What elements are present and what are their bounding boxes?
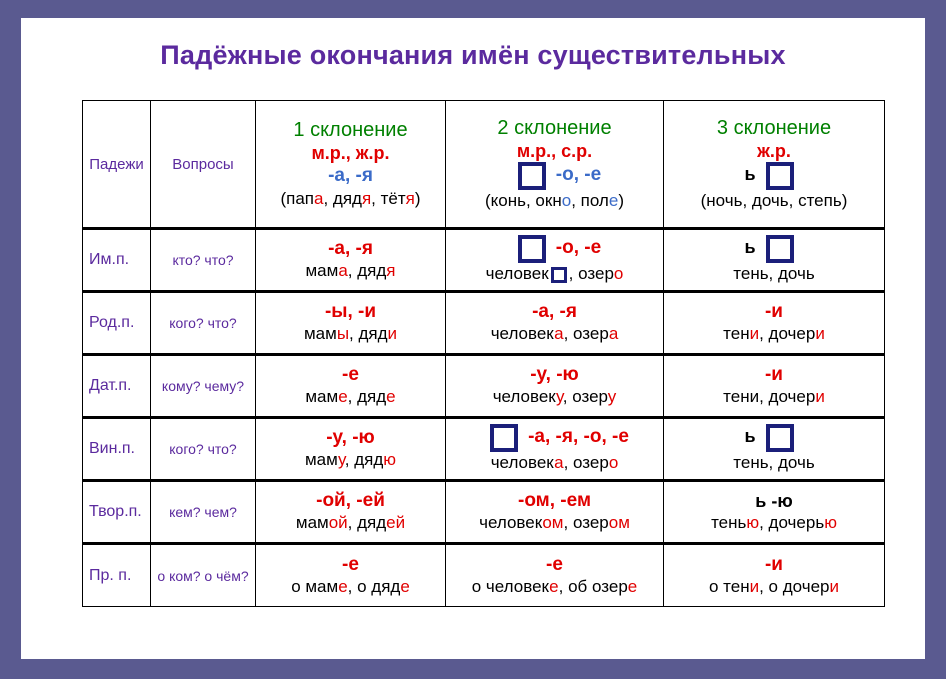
declension-3-header [664, 101, 885, 229]
declension-gender: м.р., с.р. [516, 141, 593, 161]
example-text: , о дяд [347, 576, 401, 596]
example-text: человек [490, 324, 555, 343]
declension-endings [256, 164, 445, 188]
example-text: тен [723, 324, 750, 343]
case-example [664, 323, 884, 345]
example-text: о тен [708, 576, 750, 596]
ending-text: ь [744, 426, 756, 447]
ending-highlight: о [608, 453, 619, 472]
ending-text: -ой, -ей [316, 490, 385, 511]
ending-highlight: ом [608, 513, 630, 532]
declension-endings [446, 162, 663, 190]
case-ending [446, 424, 663, 452]
example-text: , дяд [349, 324, 388, 343]
case-row [83, 481, 885, 544]
case-question: кто? что? [151, 229, 256, 292]
ending-highlight: ы [336, 324, 350, 343]
case-name: Твор.п. [83, 481, 151, 544]
ending-highlight: е [338, 387, 348, 406]
case-example [256, 512, 445, 534]
ending-highlight: я [386, 261, 396, 280]
zero-ending-box-icon [518, 162, 546, 190]
case-example [446, 452, 663, 474]
example-text: о мам [291, 576, 339, 596]
declension-1-cell [256, 292, 446, 355]
ending-highlight: а [608, 324, 619, 343]
ending-highlight: у [607, 387, 617, 406]
case-name: Вин.п. [83, 418, 151, 481]
ending-highlight: ой [328, 513, 348, 532]
ending-text: -а, -я, -о, -е [528, 426, 629, 448]
ending-highlight: е [549, 576, 559, 596]
declension-examples [446, 190, 663, 212]
zero-ending-box-icon [766, 424, 794, 452]
declension-table [82, 100, 885, 607]
case-ending [664, 301, 884, 323]
declension-1-cell [256, 481, 446, 544]
declension-3-cell [664, 481, 885, 544]
example-text: мам [305, 261, 339, 280]
case-ending [256, 301, 445, 323]
zero-ending-box-icon [766, 162, 794, 190]
zero-ending-box-icon [490, 424, 518, 452]
example-text: человек [490, 453, 555, 472]
case-example [446, 386, 663, 408]
ending-highlight: е [386, 387, 396, 406]
ending-text: -а, -я [328, 238, 373, 259]
case-example [256, 386, 445, 408]
ending-text: -ы, -и [324, 301, 377, 322]
case-name: Пр. п. [83, 544, 151, 607]
case-row [83, 292, 885, 355]
ending-text: -и [764, 301, 783, 322]
declension-3-cell [664, 418, 885, 481]
ending-highlight: е [627, 576, 638, 596]
ending-highlight: и [815, 324, 825, 343]
ending-highlight: а [313, 189, 324, 208]
declension-endings [664, 162, 884, 190]
ending-highlight: ей [386, 513, 406, 532]
declension-3-cell [664, 355, 885, 418]
case-example [446, 323, 663, 345]
declension-1-cell [256, 544, 446, 607]
declension-2-cell [446, 355, 664, 418]
declension-3-cell [664, 229, 885, 292]
example-text: мам [295, 513, 329, 532]
case-example [664, 576, 884, 598]
declension-gender: м.р., ж.р. [311, 143, 390, 163]
example-text: тень [711, 512, 747, 532]
ending-highlight: у [555, 387, 563, 406]
questions-header: Вопросы [151, 101, 256, 229]
ending-highlight: и [815, 387, 825, 406]
case-example [256, 576, 445, 598]
ending-highlight: о [613, 264, 624, 283]
case-ending [446, 554, 663, 576]
declension-2-header [446, 101, 664, 229]
ending-highlight: е [400, 576, 410, 596]
ending-highlight: а [554, 324, 564, 343]
ending-text: -у, -ю [326, 427, 375, 448]
case-ending [256, 490, 445, 512]
example-text: человек [485, 264, 549, 283]
header-row [83, 101, 885, 229]
example-text: , дяд [347, 513, 387, 532]
ending-highlight: о [561, 191, 572, 210]
case-ending [446, 490, 663, 512]
example-text: , об озер [558, 576, 628, 596]
ending-text: -и [764, 364, 783, 385]
case-name: Им.п. [83, 229, 151, 292]
example-text: о человек [471, 576, 550, 596]
ending-highlight: ю [824, 512, 837, 532]
example-text: , озер [563, 324, 609, 343]
case-row [83, 355, 885, 418]
case-example [664, 512, 884, 534]
declension-2-cell [446, 418, 664, 481]
case-ending [664, 364, 884, 386]
case-row [83, 544, 885, 607]
declension-name: 3 склонение [716, 117, 832, 139]
declension-2-cell [446, 292, 664, 355]
example-text: , озер [563, 513, 609, 532]
example-text: тень, дочь [733, 264, 815, 283]
declension-1-cell [256, 229, 446, 292]
declension-2-cell [446, 481, 664, 544]
ending-highlight: а [338, 261, 348, 280]
example-text: , о дочер [759, 576, 830, 596]
ending-text: ь [744, 164, 756, 185]
case-ending [664, 235, 884, 263]
declension-examples [256, 188, 445, 210]
ending-text: -о, -е [555, 164, 602, 186]
ending-highlight: е [338, 576, 348, 596]
ending-highlight: ю [383, 450, 397, 469]
page-title: Падёжные окончания имён существительных [160, 40, 786, 70]
ending-highlight: я [405, 189, 415, 208]
case-question: кем? чем? [151, 481, 256, 544]
example-text: , дяд [347, 387, 387, 406]
case-question: кого? что? [151, 418, 256, 481]
example-text: тени, дочер [723, 387, 816, 406]
example-text: , озер [562, 387, 608, 406]
declension-1-cell [256, 355, 446, 418]
case-ending [446, 235, 663, 263]
example-text: , дочер [759, 324, 816, 343]
case-ending [664, 554, 884, 576]
ending-text: ь -ю [755, 490, 793, 511]
example-text: , тёт [371, 189, 406, 208]
case-ending [256, 554, 445, 576]
declension-gender: ж.р. [757, 141, 791, 161]
ending-highlight: у [337, 450, 345, 469]
case-question: кого? что? [151, 292, 256, 355]
case-ending [256, 238, 445, 260]
ending-highlight: ю [746, 512, 760, 532]
example-text: , дяд [323, 189, 362, 208]
example-text: мам [303, 324, 337, 343]
case-row [83, 229, 885, 292]
example-text: , пол [571, 191, 609, 210]
case-example [256, 323, 445, 345]
case-question: о ком? о чём? [151, 544, 256, 607]
declension-3-cell [664, 544, 885, 607]
ending-text: -е [546, 553, 563, 575]
case-ending [256, 427, 445, 449]
case-name: Дат.п. [83, 355, 151, 418]
zero-ending-box-icon [518, 235, 546, 263]
ending-highlight: я [361, 189, 372, 208]
case-example [256, 260, 445, 282]
case-ending [446, 364, 663, 386]
case-ending [446, 301, 663, 323]
example-text: (пап [280, 189, 314, 208]
example-text: , озер [563, 453, 609, 472]
case-example [664, 263, 884, 285]
case-ending [664, 491, 884, 512]
declension-2-cell [446, 229, 664, 292]
case-question: кому? чему? [151, 355, 256, 418]
ending-text: -у, -ю [530, 364, 579, 385]
case-example [446, 576, 663, 598]
example-text: (ночь, дочь, степь) [700, 191, 848, 210]
case-name: Род.п. [83, 292, 151, 355]
declension-examples [664, 190, 884, 212]
case-ending [256, 364, 445, 386]
case-example [446, 263, 663, 285]
example-text: человек [479, 513, 543, 532]
example-text: , дяд [344, 450, 384, 469]
declension-3-cell [664, 292, 885, 355]
zero-ending-box-icon [551, 267, 567, 283]
case-row [83, 418, 885, 481]
ending-highlight: и [829, 576, 839, 596]
example-text: ) [414, 189, 421, 208]
ending-highlight: и [749, 576, 760, 596]
ending-text: -е [342, 364, 359, 385]
declension-name: 2 склонение [497, 117, 612, 139]
ending-text: -е [342, 553, 359, 575]
ending-text: -а, -я [328, 165, 373, 186]
example-text: мам [304, 450, 338, 469]
case-ending [664, 424, 884, 452]
case-example [664, 386, 884, 408]
example-text: мам [305, 387, 339, 406]
case-example [256, 449, 445, 471]
ending-highlight: и [749, 324, 760, 343]
ending-highlight: и [387, 324, 398, 343]
example-text: , дочерь [759, 512, 825, 532]
declension-1-cell [256, 418, 446, 481]
ending-text: -а, -я [532, 301, 577, 322]
example-text: , дяд [347, 261, 387, 280]
ending-highlight: ом [542, 513, 564, 532]
example-text: ) [618, 191, 624, 210]
ending-text: -и [764, 553, 783, 575]
example-text: , озер [568, 264, 614, 283]
page-sheet [21, 18, 925, 659]
example-text: человек [492, 387, 556, 406]
ending-highlight: е [608, 191, 619, 210]
example-text: (конь, окн [485, 191, 562, 210]
ending-text: -ом, -ем [518, 490, 591, 511]
case-example [664, 452, 884, 474]
cases-header: Падежи [83, 101, 151, 229]
declension-name: 1 склонение [293, 119, 408, 141]
zero-ending-box-icon [766, 235, 794, 263]
ending-text: -о, -е [555, 237, 602, 259]
case-example [446, 512, 663, 534]
example-text: тень, дочь [733, 453, 815, 472]
ending-text: ь [744, 237, 756, 258]
ending-highlight: а [554, 453, 564, 472]
declension-1-header [256, 101, 446, 229]
declension-2-cell [446, 544, 664, 607]
